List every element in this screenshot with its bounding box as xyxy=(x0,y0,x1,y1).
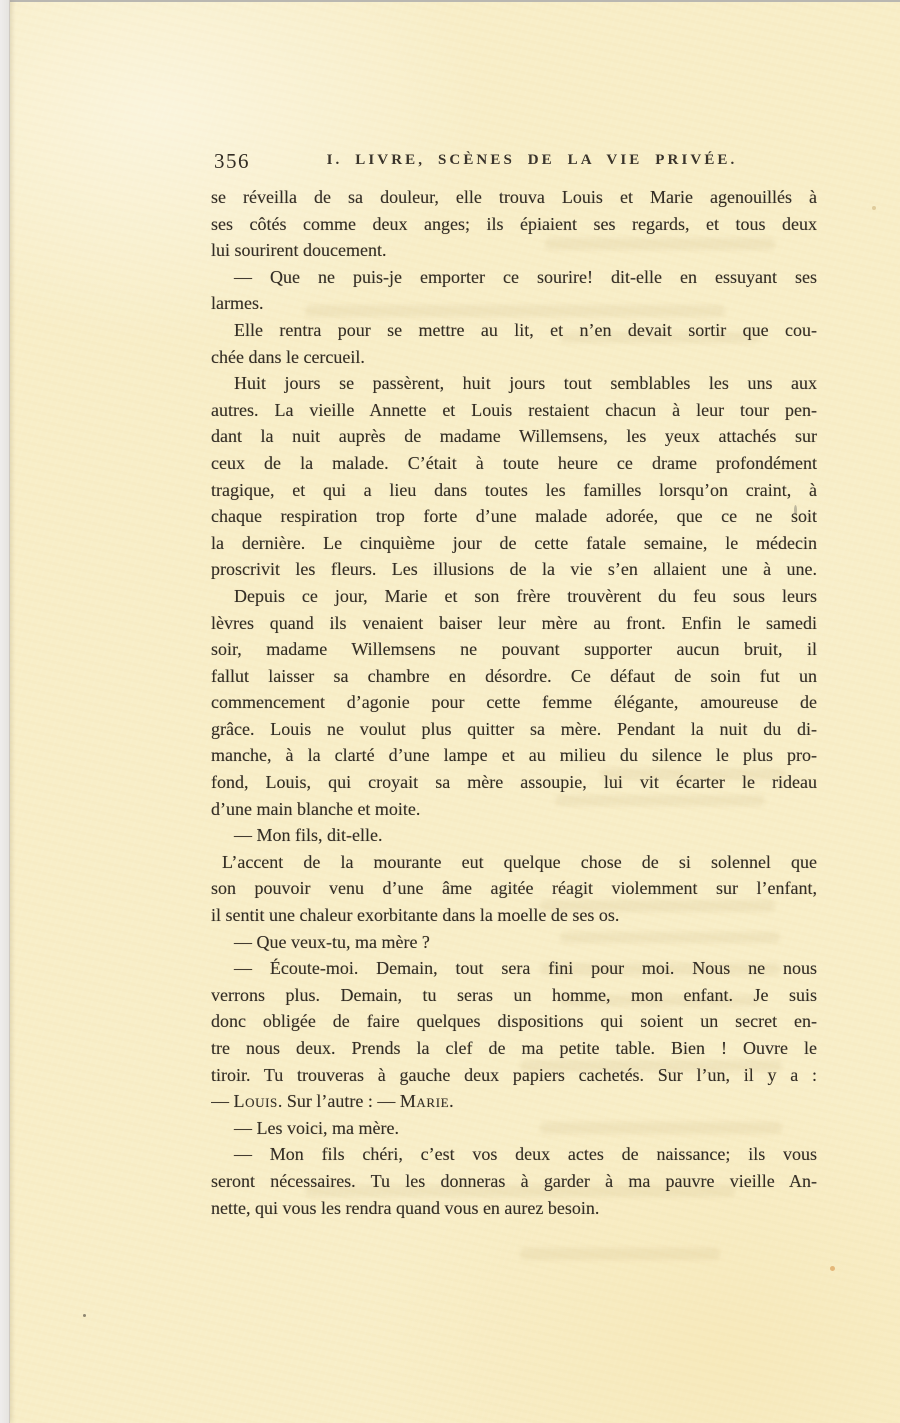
text-line: — Que ne puis-je emporter ce sourire! dit-elle en essuyant ses xyxy=(234,266,817,287)
text-line: — Mon fils chéri, c’est vos deux actes de naissance; ils vous xyxy=(234,1144,817,1165)
text-line: soir, madame Willemsens ne pouvant supporter aucun bruit, il xyxy=(211,639,817,660)
text-line: Elle rentra pour se mettre au lit, et n’en devait sortir que cou- xyxy=(234,319,817,340)
paper-speck xyxy=(872,206,876,210)
text-line: chaque respiration trop forte d’une malade adorée, que ce ne soit xyxy=(211,506,817,527)
page-header xyxy=(212,148,818,178)
text-line: nette, qui vous les rendra quand vous en aurez besoin. xyxy=(211,1197,600,1218)
text-line: manche, à la clarté d’une lampe et au milieu du silence le plus pro- xyxy=(211,745,817,766)
text-line: tre nous deux. Prends la clef de ma petite table. Bien ! Ouvre le xyxy=(211,1038,817,1058)
text-line: — Que veux-tu, ma mère ? xyxy=(234,931,430,952)
text-line: dant la nuit auprès de madame Willemsens, les yeux attachés sur xyxy=(211,426,817,447)
text-line: proscrivit les fleurs. Les illusions de la vie s’en allaient une à une. xyxy=(211,559,817,580)
text-line: seront nécessaires. Tu les donneras à garder à ma pauvre vieille An- xyxy=(211,1170,817,1191)
bleedthrough-smudge xyxy=(520,1248,720,1260)
text-line: la dernière. Le cinquième jour de cette fatale semaine, le médecin xyxy=(211,532,817,553)
text-line: — Louis. Sur l’autre : — Marie. xyxy=(211,1091,454,1112)
text-line: — Écoute-moi. Demain, tout sera fini pour moi. Nous ne nous xyxy=(234,958,817,979)
text-line: Depuis ce jour, Marie et son frère trouvèrent du feu sous leurs xyxy=(234,585,817,606)
text-line: ceux de la malade. C’était à toute heure ce drame profondément xyxy=(211,452,817,473)
running-title: I. LIVRE, SCÈNES DE LA VIE PRIVÉE. xyxy=(326,152,738,168)
text-line: lèvres quand ils venaient baiser leur mère au front. Enfin le samedi xyxy=(211,612,817,633)
text-line: ses côtés comme deux anges; ils épiaient ses regards, et tous deux xyxy=(211,213,817,234)
text-line: tragique, et qui a lieu dans toutes les familles lorsqu’on craint, à xyxy=(211,479,817,500)
scan-top-edge xyxy=(0,0,900,2)
text-line: — Mon fils, dit-elle. xyxy=(234,825,383,846)
text-line: verrons plus. Demain, tu seras un homme, mon enfant. Je suis xyxy=(211,984,817,1005)
text-line: tiroir. Tu trouveras à gauche deux papiers cachetés. Sur l’un, il y a : xyxy=(211,1064,817,1085)
text-line: chée dans le cercueil. xyxy=(211,346,365,367)
text-line: fond, Louis, qui croyait sa mère assoupie, lui vit écarter le rideau xyxy=(211,772,817,793)
text-line: L’accent de la mourante eut quelque chose de si solennel que xyxy=(222,851,817,872)
text-line: fallut laisser sa chambre en désordre. Ce défaut de soin fut un xyxy=(211,665,817,686)
text-line: — Les voici, ma mère. xyxy=(234,1117,399,1138)
text-line: donc obligée de faire quelques dispositions qui soient un secret en- xyxy=(211,1011,817,1032)
text-line: larmes. xyxy=(211,293,264,314)
scan-left-edge xyxy=(0,0,10,1423)
paper-speck xyxy=(83,1314,86,1317)
text-line: commencement d’agonie pour cette femme élégante, amoureuse de xyxy=(211,692,817,713)
text-line: autres. La vieille Annette et Louis restaient chacun à leur tour pen- xyxy=(211,399,817,420)
text-line: lui sourirent doucement. xyxy=(211,240,387,261)
text-line: se réveilla de sa douleur, elle trouva Louis et Marie agenouillés à xyxy=(211,187,817,207)
text-block xyxy=(211,184,817,1221)
text-line: grâce. Louis ne voulut plus quitter sa mère. Pendant la nuit du di- xyxy=(211,718,817,739)
page-number: 356 xyxy=(214,149,250,173)
text-line: son pouvoir venu d’une âme agitée réagit violemment sur l’enfant, xyxy=(211,878,817,899)
text-line: Huit jours se passèrent, huit jours tout semblables les uns aux xyxy=(234,373,817,394)
text-line: d’une main blanche et moite. xyxy=(211,798,421,819)
paper-speck xyxy=(830,1266,835,1271)
text-line: il sentit une chaleur exorbitante dans la moelle de ses os. xyxy=(211,905,620,926)
